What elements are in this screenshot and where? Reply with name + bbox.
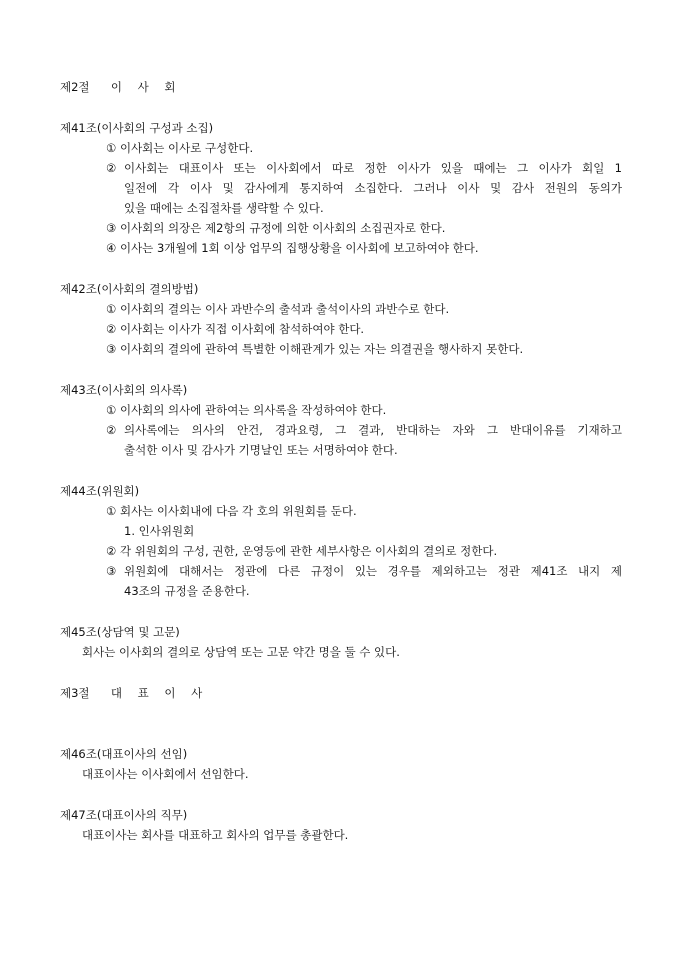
clause-text: 이사회는 이사로 구성한다. <box>119 141 254 155</box>
clause-mark: ② <box>106 544 117 558</box>
clause-mark: ② <box>106 423 117 437</box>
clause-text: 회사는 이사회내에 다음 각 호의 위원회를 둔다. <box>119 504 357 518</box>
article-body: 대표이사는 회사를 대표하고 회사의 업무를 총괄한다. <box>82 828 349 842</box>
article-heading: 제44조(위원회) <box>60 484 140 498</box>
chapter-number: 제2절 <box>60 80 90 94</box>
clause-text: 각 위원회의 구성, 권한, 운영등에 관한 세부사항은 이사회의 결의로 정한다. <box>119 544 498 558</box>
clause-mark: ④ <box>106 241 117 255</box>
article-heading: 제41조(이사회의 구성과 소집) <box>60 121 214 135</box>
clause-mark: ③ <box>106 342 117 356</box>
clause-mark: ② <box>106 161 117 175</box>
article-heading: 제42조(이사회의 결의방법) <box>60 282 199 296</box>
article-body: 대표이사는 이사회에서 선임한다. <box>82 767 249 781</box>
article-heading: 제47조(대표이사의 직무) <box>60 808 188 822</box>
clause-mark: ② <box>106 322 117 336</box>
clause-text: 이사회의 의장은 제2항의 규정에 의한 이사회의 소집권자로 한다. <box>119 221 446 235</box>
article-clause <box>106 503 357 519</box>
article-clause <box>106 402 386 418</box>
clause-mark: ③ <box>106 221 117 235</box>
clause-text: 의사록에는 의사의 안건, 경과요령, 그 결과, 반대하는 자와 그 반대이유를 기재하고 <box>124 423 622 437</box>
article-clause <box>106 543 497 559</box>
clause-text: 이사회의 결의는 이사 과반수의 출석과 출석이사의 과반수로 한다. <box>119 302 450 316</box>
chapter-heading <box>60 79 182 95</box>
clause-text-continued: 있을 때에는 소집절차를 생략할 수 있다. <box>124 201 324 215</box>
article-heading: 제43조(이사회의 의사록) <box>60 383 188 397</box>
chapter-number: 제3절 <box>60 686 90 700</box>
committee-list-item: 1. 인사위원회 <box>124 524 195 538</box>
clause-text: 이사회는 대표이사 또는 이사회에서 따로 정한 이사가 있을 때에는 그 이사가 회일 1 <box>124 161 622 175</box>
article-clause <box>106 240 479 256</box>
clause-text-continued: 일전에 각 이사 및 감사에게 통지하여 소집한다. 그러나 이사 및 감사 전원의 동의가 <box>124 181 622 195</box>
chapter-title: 대 표 이 사 <box>110 686 209 700</box>
clause-text: 이사회는 이사가 직접 이사회에 참석하여야 한다. <box>119 322 365 336</box>
article-clause <box>106 301 449 317</box>
clause-text: 이사는 3개월에 1회 이상 업무의 집행상황을 이사회에 보고하여야 한다. <box>119 241 479 255</box>
article-clause <box>106 321 364 337</box>
clause-mark: ① <box>106 141 117 155</box>
clause-mark: ① <box>106 504 117 518</box>
article-heading: 제45조(상담역 및 고문) <box>60 625 180 639</box>
clause-text: 이사회의 결의에 관하여 특별한 이해관계가 있는 자는 의결권을 행사하지 못한다. <box>119 342 524 356</box>
clause-mark: ③ <box>106 564 117 578</box>
article-clause <box>106 220 445 236</box>
clause-text: 위원회에 대해서는 정관에 다른 규정이 있는 경우를 제외하고는 정관 제41조 내지 제 <box>124 564 622 578</box>
clause-text: 이사회의 의사에 관하여는 의사록을 작성하여야 한다. <box>119 403 387 417</box>
chapter-heading <box>60 685 208 701</box>
article-clause <box>106 140 253 156</box>
article-clause <box>106 422 116 438</box>
chapter-title: 이 사 회 <box>110 80 182 94</box>
article-clause <box>106 563 116 579</box>
article-clause <box>106 160 116 176</box>
article-body: 회사는 이사회의 결의로 상담역 또는 고문 약간 명을 둘 수 있다. <box>82 645 400 659</box>
clause-mark: ① <box>106 302 117 316</box>
clause-mark: ① <box>106 403 117 417</box>
clause-text-continued: 출석한 이사 및 감사가 기명날인 또는 서명하여야 한다. <box>124 443 398 457</box>
article-clause <box>106 341 523 357</box>
article-heading: 제46조(대표이사의 선임) <box>60 747 188 761</box>
clause-text-continued: 43조의 규정을 준용한다. <box>124 584 250 598</box>
